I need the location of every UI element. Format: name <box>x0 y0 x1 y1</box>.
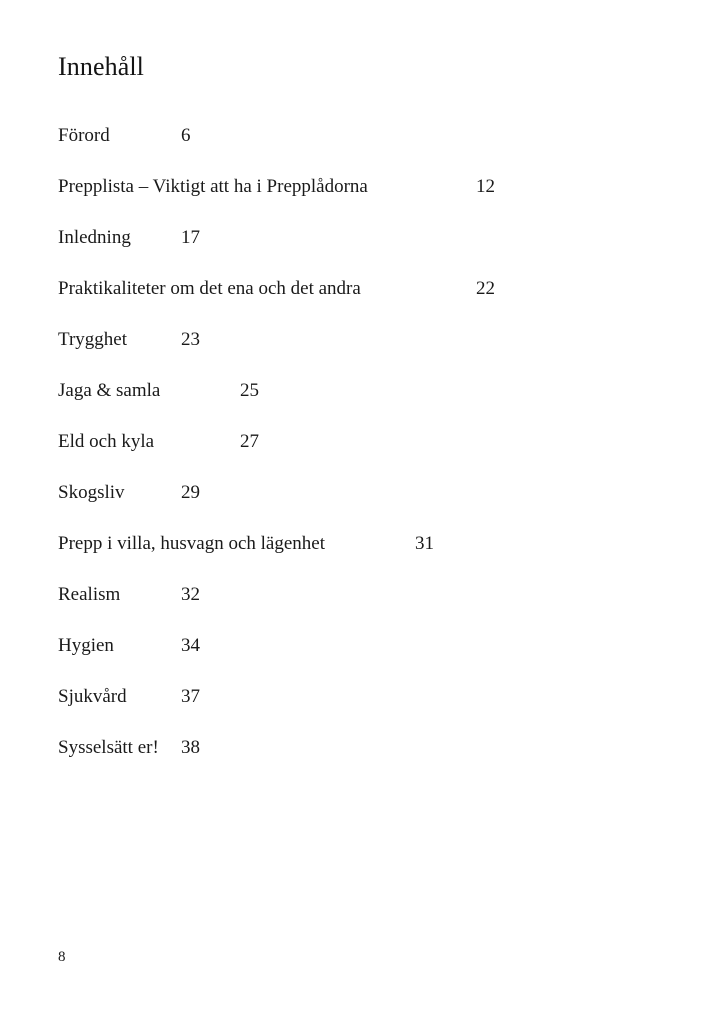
toc-entry[interactable] <box>58 722 668 773</box>
toc-entry-page-number: 34 <box>181 635 200 656</box>
toc-entry[interactable] <box>58 365 668 416</box>
toc-entry[interactable] <box>58 518 668 569</box>
toc-entry[interactable] <box>58 416 668 467</box>
toc-entry[interactable] <box>58 467 668 518</box>
toc-entry-label: Skogsliv <box>58 482 125 503</box>
folio-page-number: 8 <box>58 949 66 965</box>
toc-entry-label: Praktikaliteter om det ena och det andra <box>58 278 361 299</box>
toc-entry-label: Förord <box>58 125 110 146</box>
toc-entry-label: Prepplista – Viktigt att ha i Prepplådorna <box>58 176 368 197</box>
toc-entry-page-number: 31 <box>415 533 434 554</box>
toc-entry[interactable] <box>58 263 668 314</box>
toc-entry-page-number: 17 <box>181 227 200 248</box>
toc-entry[interactable] <box>58 569 668 620</box>
toc-entry[interactable] <box>58 110 668 161</box>
toc-entry-page-number: 25 <box>240 380 259 401</box>
toc-entry-page-number: 12 <box>476 176 495 197</box>
toc-entry-page-number: 32 <box>181 584 200 605</box>
toc-entry-page-number: 37 <box>181 686 200 707</box>
toc-entry-page-number: 29 <box>181 482 200 503</box>
toc-entry-label: Sjukvård <box>58 686 127 707</box>
toc-entry-label: Sysselsätt er! <box>58 737 159 758</box>
toc-entry-list <box>58 110 668 773</box>
toc-entry-label: Eld och kyla <box>58 431 155 452</box>
toc-entry-page-number: 6 <box>181 125 191 146</box>
page-title: Innehåll <box>58 52 144 81</box>
toc-entry-label: Jaga & samla <box>58 380 161 401</box>
toc-entry-page-number: 22 <box>476 278 495 299</box>
toc-entry-label: Trygghet <box>58 329 127 350</box>
toc-entry[interactable] <box>58 161 668 212</box>
toc-entry-page-number: 23 <box>181 329 200 350</box>
toc-entry-page-number: 38 <box>181 737 200 758</box>
toc-entry-page-number: 27 <box>240 431 259 452</box>
toc-entry[interactable] <box>58 671 668 722</box>
toc-entry[interactable] <box>58 212 668 263</box>
toc-entry[interactable] <box>58 620 668 671</box>
toc-entry-label: Inledning <box>58 227 131 248</box>
toc-entry-label: Realism <box>58 584 121 605</box>
toc-entry-label: Prepp i villa, husvagn och lägenhet <box>58 533 325 554</box>
toc-entry[interactable] <box>58 314 668 365</box>
toc-entry-label: Hygien <box>58 635 114 656</box>
table-of-contents <box>58 52 668 773</box>
